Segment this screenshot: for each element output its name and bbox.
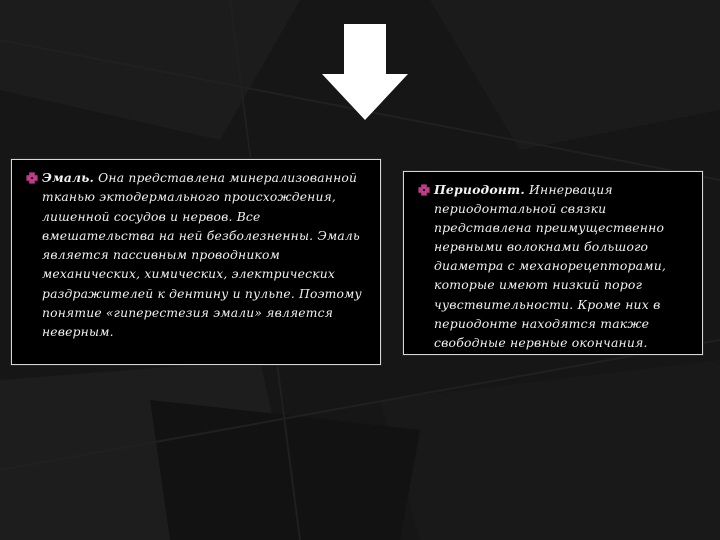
arrow-down-icon: [322, 24, 408, 120]
diamond-bullet-icon: [26, 172, 38, 184]
periodontium-description: Иннервация периодонтальной связки представлена преимущественно нервными волокнами большого диаметра с механорецепторами, которые имеют низкий порог чувствительности. Кроме них в периодонте находятся также свободные нервные окончания.: [434, 182, 667, 350]
enamel-term: Эмаль.: [42, 170, 95, 185]
enamel-info-box: [11, 159, 381, 365]
enamel-paragraph: [26, 168, 370, 343]
periodontium-paragraph: [418, 180, 692, 352]
periodontium-info-box: [403, 171, 703, 355]
periodontium-term: Периодонт.: [434, 182, 525, 197]
diamond-bullet-icon: [418, 184, 430, 196]
enamel-description: Она представлена минерализованной тканью эктодермального происхождения, лишенной сосудов и нервов. Все вмешательства на ней безболезненны. Эмаль является пассивным проводником механических, химических, электрических раздражителей к дентину и пульпе. Поэтому понятие «гиперестезия эмали» является неверным.: [42, 171, 362, 340]
